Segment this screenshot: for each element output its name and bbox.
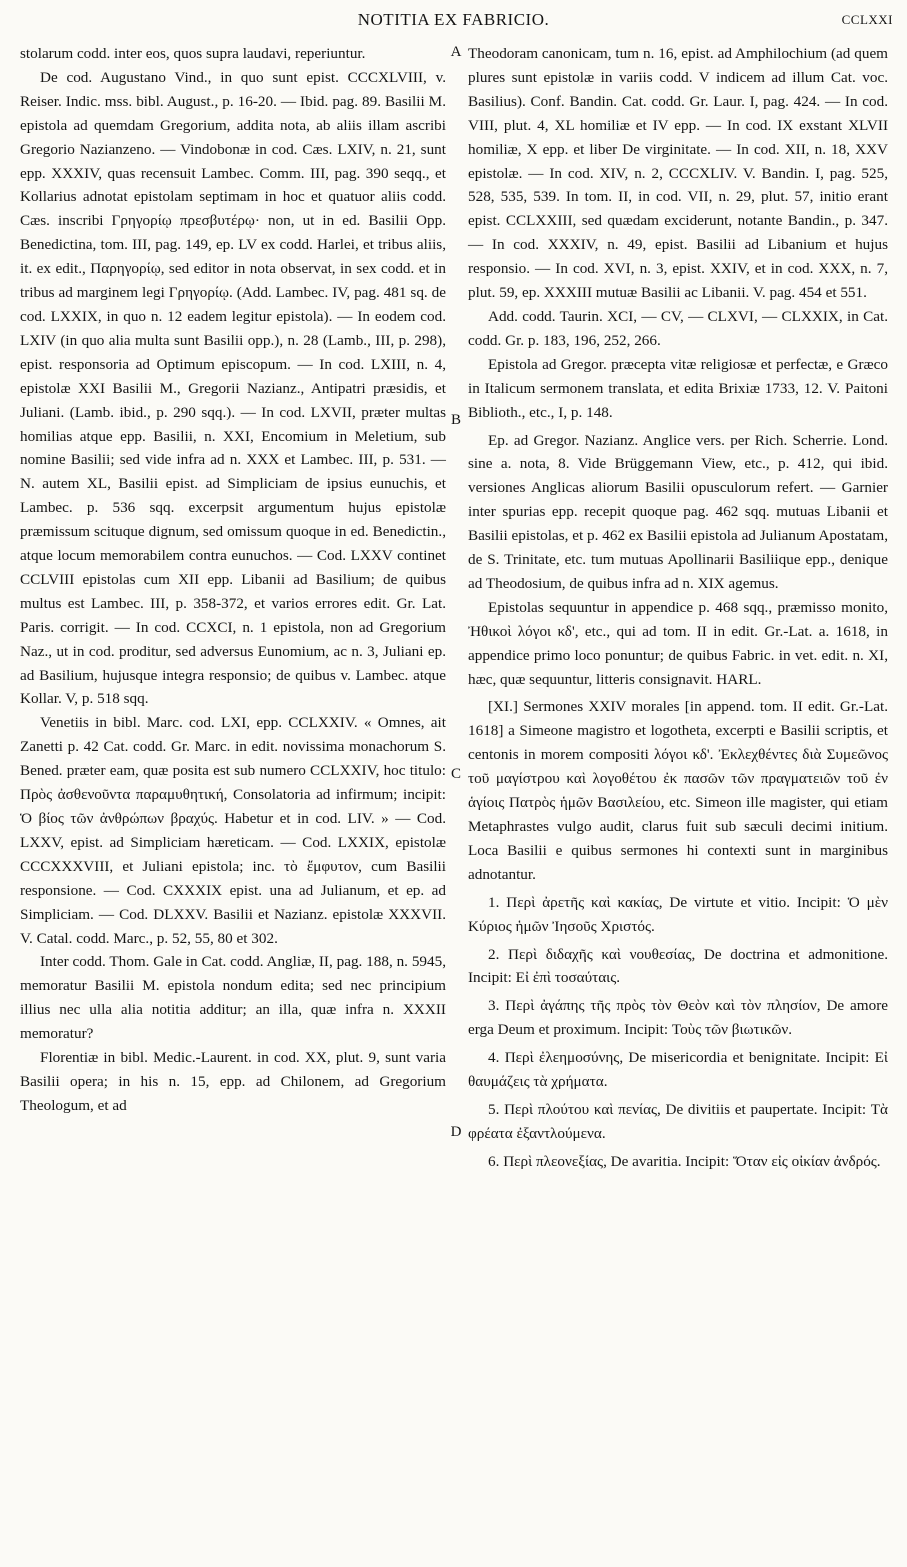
page-header [0, 6, 907, 36]
sermon-item-2: 2. Περὶ διδαχῆς καὶ νουθεσίας, De doctrina et admonitione. Incipit: Εἰ ἐπὶ τοσαύταις. [468, 945, 888, 987]
page-number: CCLXXI [841, 12, 893, 27]
left-paragraph-2: De cod. Augustano Vind., in quo sunt epist. CCCXLVIII, v. Reiser. Indic. mss. bibl. August., p. 16-20. — Ibid. pag. 89. Basilii M. epistola ad quemdam Gregorium, addita nota, ab aliis illam ascribi Gregorio Nazianzeno. — Vindobonæ in cod. Cæs. LXIV, n. 21, sunt epp. XXXIV, quas recensuit Lambec. Comm. III, pag. 390 seqq., et Kollarius adnotat epistolam septimam in hoc et quatuor aliis codd. Cæs. inscribi Γρηγορίῳ πρεσβυτέρῳ· non, ut in ed. Basilii Opp. Benedictina, tom. III, pag. 149, ep. LV ex codd. Harlei, et tribus aliis, it. ex edit., Παρηγορίῳ, sed editor in nota observat, in sex codd. et in tribus ad marginem legi Γρηγορίῳ. (Add. Lambec. IV, pag. 481 sq. de cod. LXXIX, in quo n. 12 eadem legitur epistola). — In eodem cod. LXIV (in quo alia multa sunt Basilii opp.), n. 28 (Lamb., III, p. 298), epist. responsoria ad Optimum episcopum. — In cod. LXIII, n. 4, epistolæ XXI Basilii M., Gregorii Nazianz., Antipatri præsidis, et Juliani. (Lamb. ibid., p. 290 sqq.). — In cod. LXVII, præter multas homilias atque epp. Basilii, n. XXI, Encomium in Meletium, sub nomine Basilii; sed vide infra ad n. XXX et Lambec. III, p. 531. — N. autem XL, Basilii epist. ad Simpliciam de ipsius eunuchis, et Lambec. p. 536 sqq. excerpsit argumentum hujus epistolæ præmissum scituque dignum, sed omissum quoque in ed. Benedictin., atque locum memorabilem contra eunuchos. — Cod. LXXV continet CCLVIII epistolas cum XII epp. Libanii ad Basilium; de quibus multus est Lambec. III, p. 358-372, et varios errores edit. Gr. Lat. Paris. corrigit. — In cod. CCXCI, n. 1 epistola, non ad Gregorium Naz., ut in cod. proditur, sed adversus Eunomium, ac n. 3, Juliani ep. ad Basilium, hujusque integra responsio; de quibus v. Lambec. atque Kollar. V, p. 518 sqq. [20, 68, 446, 708]
right-paragraph-5: Epistolas sequuntur in appendice p. 468 sqq., præmisso monito, Ἠθικοὶ λόγοι κδ', etc., qui ad tom. II in edit. Gr.-Lat. a. 1618, in appendice primo loco ponuntur; de quibus Fabric. in vet. edit. n. XI, hæc, quæ sequuntur, litteris consignavit. HARL. [468, 598, 888, 688]
right-column [468, 42, 888, 1174]
left-column [20, 42, 446, 1118]
right-paragraph-3: Epistola ad Gregor. præcepta vitæ religiosæ et perfectæ, e Græco in Italicum sermonem translata, et edita Brixiæ 1733, 12. V. Paitoni Biblioth., etc., I, p. 148. [468, 355, 888, 421]
left-paragraph-3: Venetiis in bibl. Marc. cod. LXI, epp. CCLXXIV. « Omnes, ait Zanetti p. 42 Cat. codd. Gr. Marc. in edit. novissima monachorum S. Bened. præter eam, quæ posita est sub numero CCLXXIV, hoc titulo: Πρὸς ἀσθενοῦντα παραμυθητική, Consolatoria ad infirmum; incipit: Ὁ βίος τῶν ἀνθρώπων βραχύς. Habetur et in cod. LIV. » — Cod. LXXV, epist. ad Simpliciam hæreticam. — Cod. LXXIX, epistolæ CCCXXXVIII, et Juliani epistola; inc. τὸ ἔμφυτον, cum Basilii responsione. — Cod. CXXXIX epist. una ad Julianum, et ep. ad Simpliciam. — Cod. DLXXV. Basilii et Nazianz. epistolæ XXXVII. V. Catal. codd. Marc., p. 52, 55, 80 et 302. [20, 714, 446, 947]
right-paragraph-6: [XI.] Sermones XXIV morales [in append. tom. II edit. Gr.-Lat. 1618] a Simeone magistro et logotheta, excerpti e Basilii scriptis, et centonis in morem compositi λόγοι κδ'. Ἐκλεχθέντες διὰ Συμεῶνος τοῦ μαγίστρου καὶ λογοθέτου ἐκ πασῶν τῶν πραγματειῶν τοῦ ἐν ἁγίοις Πατρὸς ἡμῶν Βασιλείου, etc. Simeon ille magister, qui etiam Metaphrastes vulgo audit, clarus fuit sub sæculi decimi initium. Loca Basilii e quibus sermones hi contexti sunt in marginibus adnotantur. [468, 698, 888, 883]
sermon-item-5: 5. Περὶ πλούτου καὶ πενίας, De divitiis et paupertate. Incipit: Τὰ φρέατα ἐξαντλούμενα. [468, 1100, 888, 1142]
left-paragraph-4: Inter codd. Thom. Gale in Cat. codd. Angliæ, II, pag. 188, n. 5945, memoratur Basilii M. epistola nondum edita; sed nec principium illius nec ulla alia notitia additur; an illa, quæ infra n. XXXII memoratur? [20, 953, 446, 1043]
margin-letter-a: A [450, 44, 462, 60]
sermon-item-1: 1. Περὶ ἀρετῆς καὶ κακίας, De virtute et vitio. Incipit: Ὁ μὲν Κύριος ἡμῶν Ἰησοῦς Χριστός. [468, 893, 888, 935]
right-paragraph-4: Ep. ad Gregor. Nazianz. Anglice vers. per Rich. Scherrie. Lond. sine a. nota, 8. Vide Brüggemann View, etc., p. 412, qui ibid. versiones Anglicas aliorum Basilii opusculorum refert. — Garnier inter spurias epp. recepit quoque pag. 462 sqq. mutuas Libanii et Basilii epistolas, et p. 462 ex Basilii epistola ad Julianum Apostatam, de S. Trinitate, etc. tum mutuas Apollinarii Basiliique epp., denique ad Theodosium, de quibus infra ad n. XIX agemus. [468, 431, 888, 592]
right-paragraph-2: Add. codd. Taurin. XCI, — CV, — CLXVI, — CLXXIX, in Cat. codd. Gr. p. 183, 196, 252, 266. [468, 307, 888, 349]
left-paragraph-1: stolarum codd. inter eos, quos supra laudavi, reperiuntur. [20, 45, 366, 62]
running-title: NOTITIA EX FABRICIO. [357, 10, 550, 29]
sermon-item-3: 3. Περὶ ἀγάπης τῆς πρὸς τὸν Θεὸν καὶ τὸν πλησίον, De amore erga Deum et proximum. Incipit: Τοὺς τῶν βιωτικῶν. [468, 997, 888, 1039]
left-paragraph-5: Florentiæ in bibl. Medic.-Laurent. in cod. XX, plut. 9, sunt varia Basilii opera; in his n. 15, epp. ad Chilonem, ad Gregorium Theologum, et ad [20, 1049, 446, 1114]
sermon-item-6: 6. Περὶ πλεονεξίας, De avaritia. Incipit: Ὅταν εἰς οἰκίαν ἀνδρός. [488, 1152, 881, 1170]
margin-letter-d: D [450, 1124, 462, 1140]
sermon-item-4: 4. Περὶ ἐλεημοσύνης, De misericordia et benignitate. Incipit: Εἰ θαυμάζεις τὰ χρήματα. [468, 1049, 888, 1091]
margin-letter-c: C [450, 766, 461, 782]
margin-letter-b: B [450, 412, 461, 428]
right-paragraph-1: Theodoram canonicam, tum n. 16, epist. ad Amphilochium (ad quem plures sunt epistolæ in variis codd. V indicem ad illum Cat. voc. Basilius). Conf. Bandin. Cat. codd. Gr. Laur. I, pag. 424. — In cod. VIII, plut. 4, XL homiliæ et IV epp. — In cod. IX exstant XLVII homiliæ, X epp. et liber De virginitate. — In cod. XII, n. 18, XXV epistolæ. — In cod. XIV, n. 2, CCCXLIV. V. Bandin. I, pag. 525, 528, 535, 539. In tom. II, in cod. VII, n. 29, plut. 57, initio erant epist. CCLXXIII, sed quædam exciderunt, notante Bandin., p. 347. — In cod. XXXIV, n. 49, epist. Basilii ad Libanium et hujus responsio. — In cod. XVI, n. 3, epist. XXIV, et in cod. XXX, n. 7, plut. 59, ep. XXXIII mutuæ Basilii ac Libanii. V. pag. 454 et 551. [468, 45, 888, 302]
